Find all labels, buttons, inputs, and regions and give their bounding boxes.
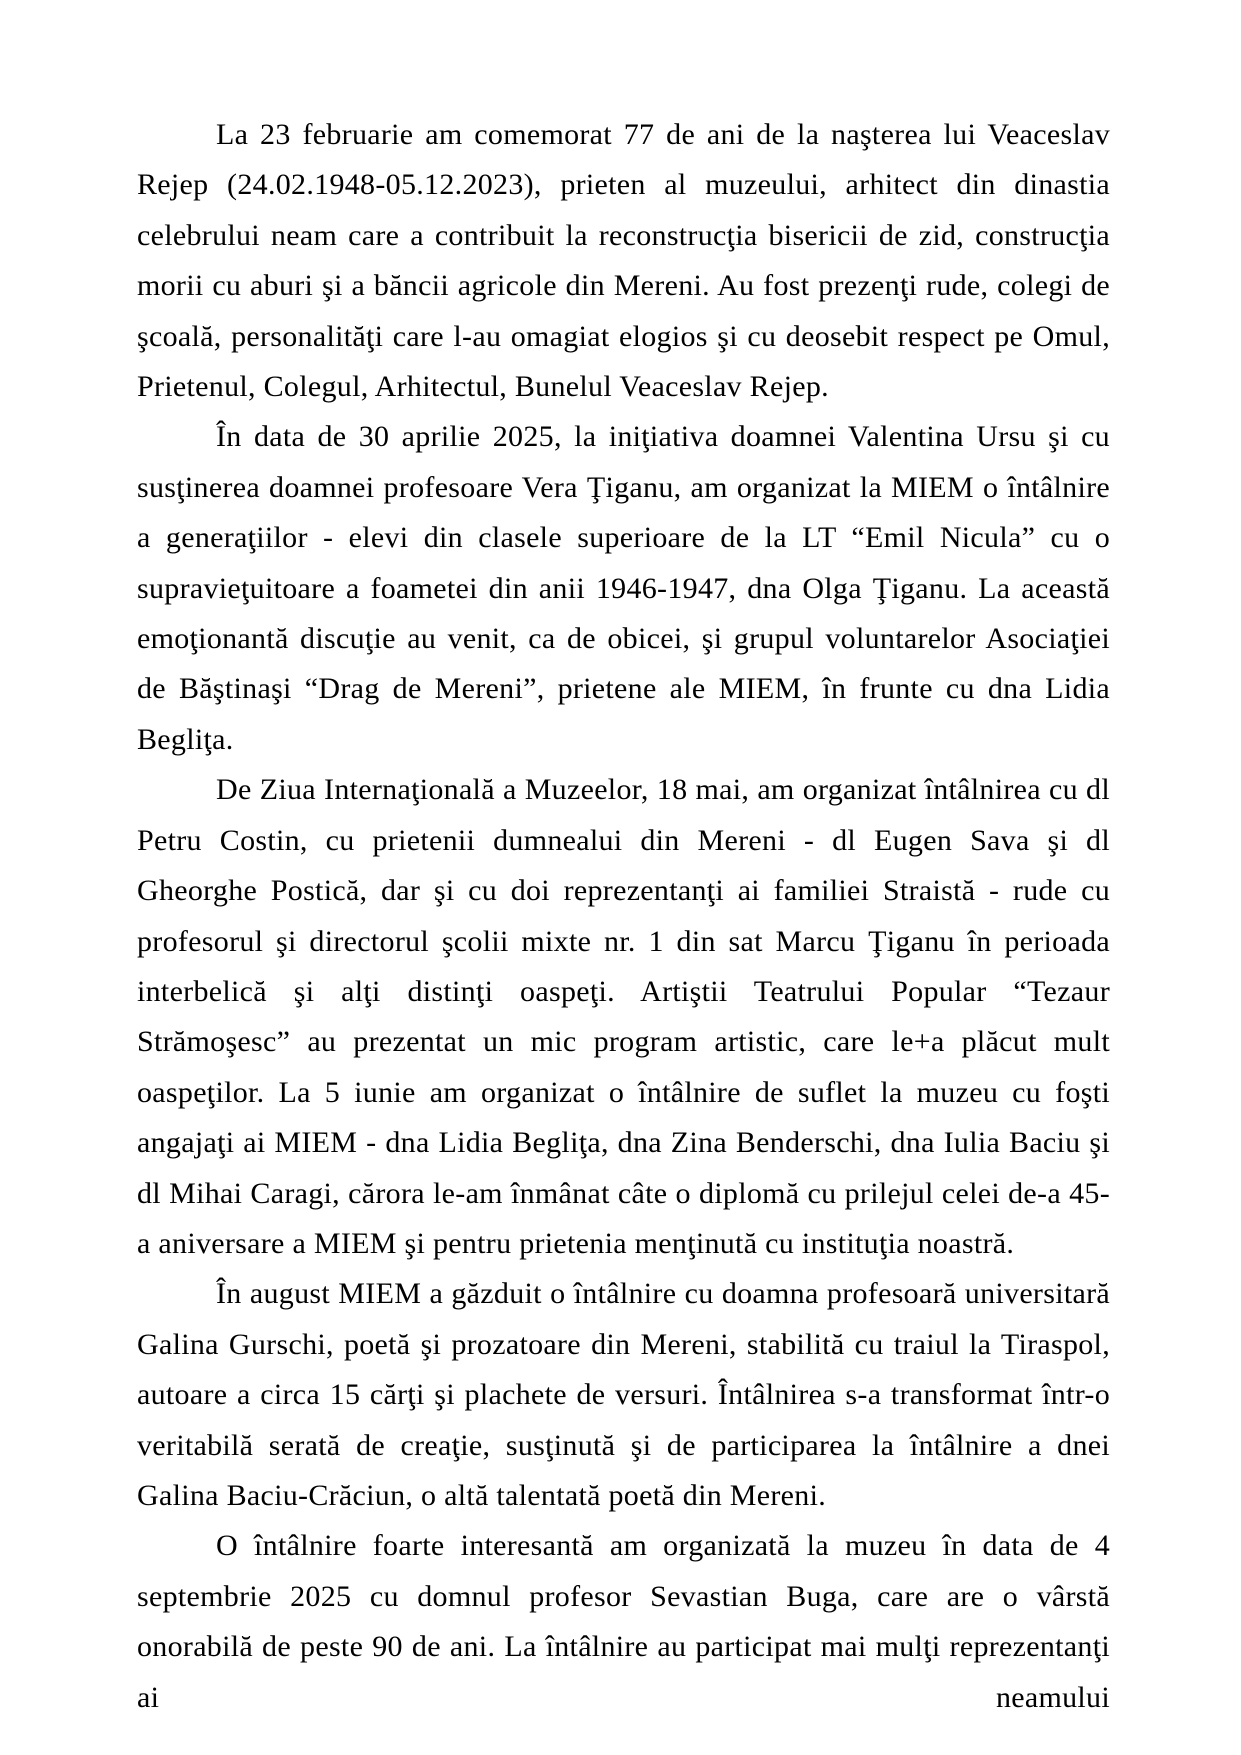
paragraph-sevastian-buga: O întâlnire foarte interesantă am organizată la muzeu în data de 4 septembrie 2025 cu domnul profesor Sevastian Buga, care are o vârstă onorabilă de peste 90 de ani. La întâlnire au participat mai mulţi reprezentanţi ai neamului xyxy=(137,1529,1110,1714)
paragraph-museums-day: De Ziua Internaţională a Muzeelor, 18 mai, am organizat întâlnirea cu dl Petru Costin, cu prietenii dumnealui din Mereni - dl Eugen Sava şi dl Gheorghe Postică, dar şi cu doi reprezentanţi ai familiei Straistă - rude cu profesorul şi directorul şcolii mixte nr. 1 din sat Marcu Ţiganu în perioada interbelică şi alţi distinţi oaspeţi. Artiştii Teatrului Popular “Tezaur Strămoşesc” au prezentat un mic program artistic, care le+a plăcut mult oaspeţilor. La 5 iunie am organizat o întâlnire de suflet la muzeu cu foşti angajaţi ai MIEM - dna Lidia Begliţa, dna Zina Benderschi, dna Iulia Baciu şi dl Mihai Caragi, cărora le-am înmânat câte o diplomă cu prilejul celei de-a 45-a aniversare a MIEM şi pentru prietenia menţinută cu instituţia noastră. xyxy=(137,773,1110,1260)
paragraph-commemoration-rejep: La 23 februarie am comemorat 77 de ani de la naşterea lui Veaceslav Rejep (24.02.1948-05.12.2023), prieten al muzeului, arhitect din dinastia celebrului neam care a contribuit la reconstrucţia bisericii de zid, construcţia morii cu aburi şi a băncii agricole din Mereni. Au fost prezenţi rude, colegi de şcoală, personalităţi care l-au omagiat elogios şi cu deosebit respect pe Omul, Prietenul, Colegul, Arhitectul, Bunelul Veaceslav Rejep. xyxy=(137,118,1110,404)
paragraph-galina-gurschi: În august MIEM a găzduit o întâlnire cu doamna profesoară universitară Galina Gurschi, poetă şi prozatoare din Mereni, stabilită cu traiul la Tiraspol, autoare a circa 15 cărţi şi plachete de versuri. Întâlnirea s-a transformat într-o veritabilă serată de creaţie, susţinută şi de participarea la întâlnire a dnei Galina Baciu-Crăciun, o altă talentată poetă din Mereni. xyxy=(137,1277,1110,1512)
paragraph-generations-meeting: În data de 30 aprilie 2025, la iniţiativa doamnei Valentina Ursu şi cu susţinerea doamnei profesoare Vera Ţiganu, am organizat la MIEM o întâlnire a generaţiilor - elevi din clasele superioare de la LT “Emil Nicula” cu o supravieţuitoare a foametei din anii 1946-1947, dna Olga Ţiganu. La această emoţionantă discuţie au venit, ca de obicei, şi grupul voluntarelor Asociaţiei de Băştinaşi “Drag de Mereni”, prietene ale MIEM, în frunte cu dna Lidia Begliţa. xyxy=(137,420,1110,756)
